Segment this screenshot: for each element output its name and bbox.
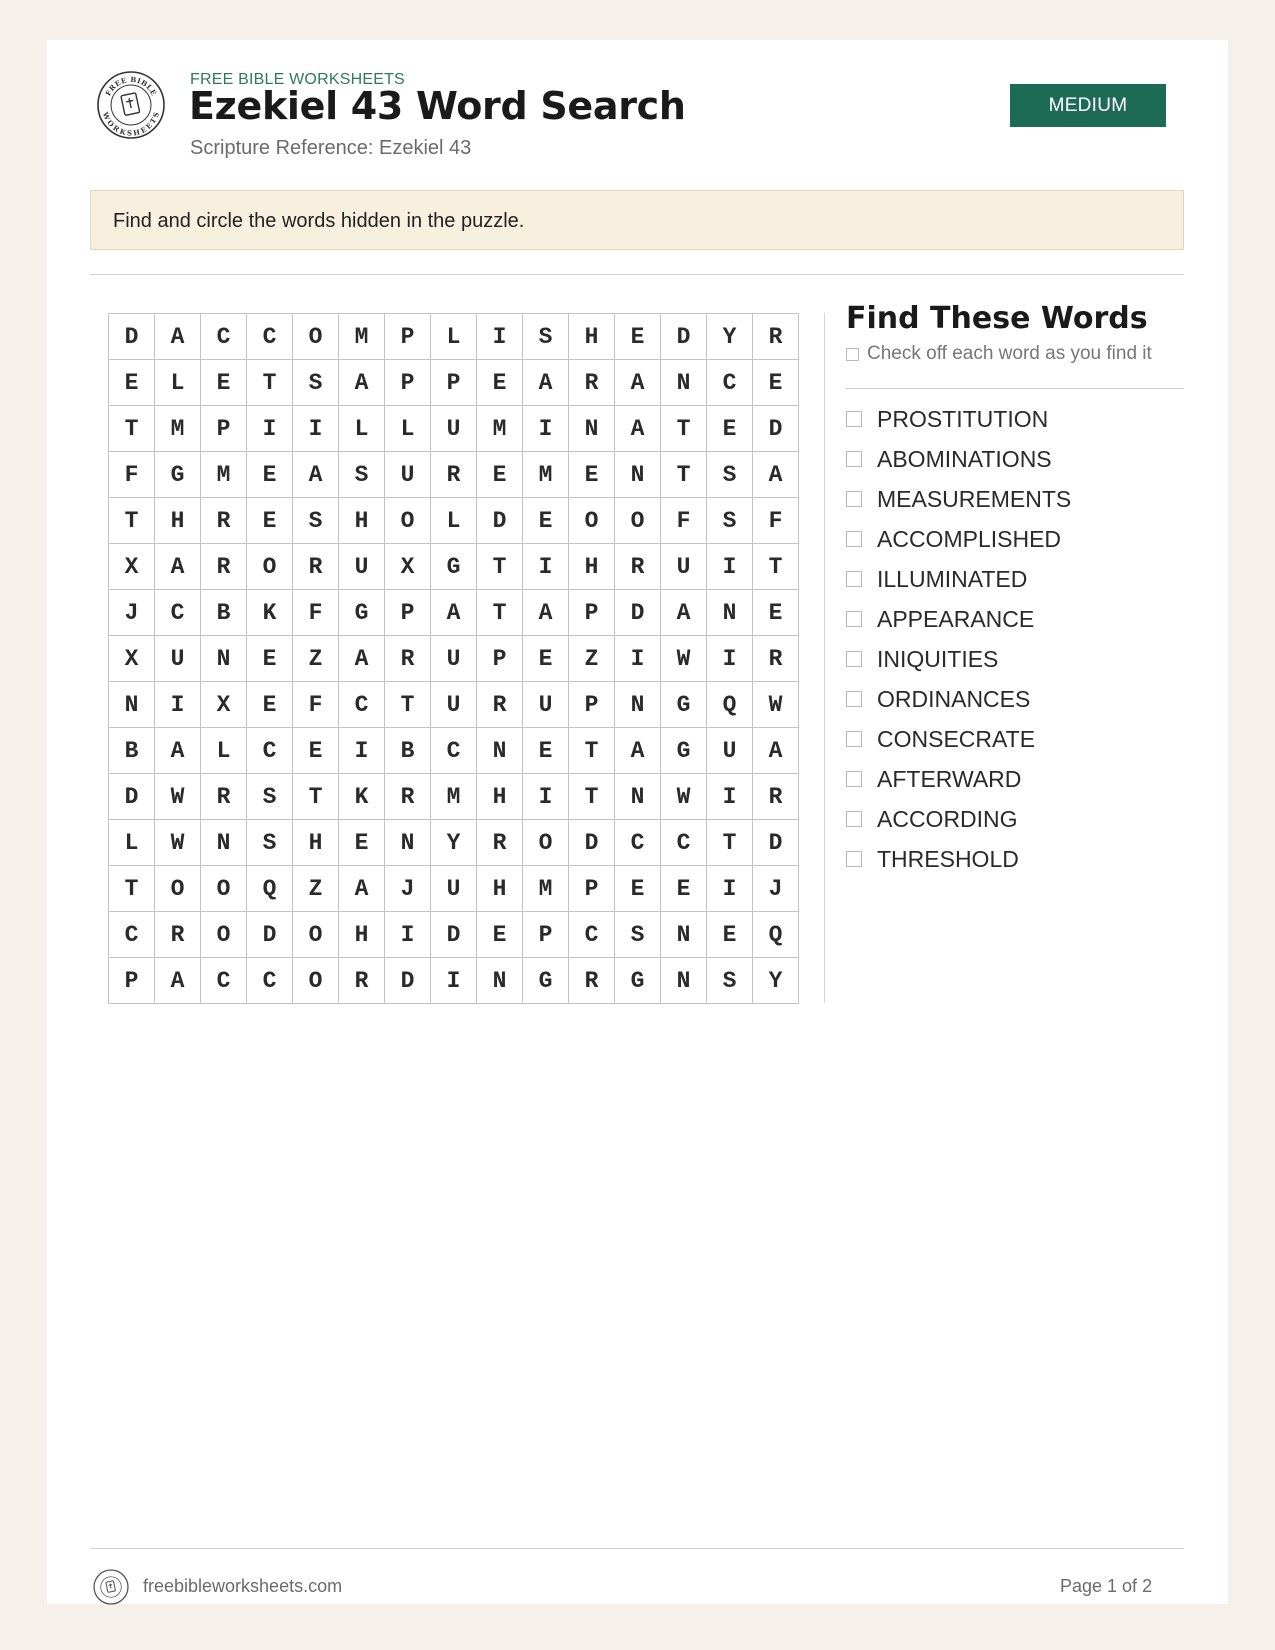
word-label: INIQUITIES — [877, 645, 999, 672]
grid-cell[interactable]: L — [201, 728, 247, 774]
word-list-item[interactable] — [846, 439, 1071, 479]
grid-cell[interactable]: A — [339, 636, 385, 682]
grid-cell[interactable]: T — [707, 820, 753, 866]
grid-cell[interactable]: H — [569, 314, 615, 360]
grid-cell[interactable]: X — [385, 544, 431, 590]
grid-cell[interactable]: F — [293, 590, 339, 636]
grid-cell[interactable]: R — [569, 958, 615, 1004]
grid-cell[interactable]: Z — [293, 866, 339, 912]
grid-cell[interactable]: R — [201, 774, 247, 820]
grid-cell[interactable]: E — [523, 498, 569, 544]
grid-cell[interactable]: P — [431, 360, 477, 406]
grid-cell[interactable]: S — [339, 452, 385, 498]
grid-cell[interactable]: R — [155, 912, 201, 958]
grid-cell[interactable]: C — [707, 360, 753, 406]
grid-cell[interactable]: A — [293, 452, 339, 498]
grid-cell[interactable]: A — [339, 866, 385, 912]
grid-cell[interactable]: D — [753, 820, 799, 866]
grid-cell[interactable]: F — [109, 452, 155, 498]
grid-cell[interactable]: N — [615, 452, 661, 498]
word-list-item[interactable] — [846, 839, 1071, 879]
grid-cell[interactable]: I — [155, 682, 201, 728]
grid-cell[interactable]: Y — [707, 314, 753, 360]
grid-cell[interactable]: E — [707, 912, 753, 958]
grid-cell[interactable]: H — [293, 820, 339, 866]
divider — [90, 274, 1184, 275]
grid-cell[interactable]: C — [247, 728, 293, 774]
grid-cell[interactable]: N — [385, 820, 431, 866]
grid-cell[interactable]: U — [431, 406, 477, 452]
grid-cell[interactable]: T — [569, 774, 615, 820]
grid-cell[interactable]: P — [109, 958, 155, 1004]
grid-cell[interactable]: D — [661, 314, 707, 360]
grid-cell[interactable]: D — [615, 590, 661, 636]
word-label: ACCORDING — [877, 805, 1018, 832]
grid-cell[interactable]: I — [523, 406, 569, 452]
grid-cell[interactable]: S — [707, 452, 753, 498]
grid-cell[interactable]: D — [753, 406, 799, 452]
grid-cell[interactable]: A — [615, 360, 661, 406]
grid-cell[interactable]: R — [431, 452, 477, 498]
grid-cell[interactable]: F — [753, 498, 799, 544]
grid-cell[interactable]: C — [339, 682, 385, 728]
grid-cell[interactable]: N — [707, 590, 753, 636]
grid-cell[interactable]: C — [569, 912, 615, 958]
grid-cell[interactable]: C — [661, 820, 707, 866]
scripture-reference: Scripture Reference: Ezekiel 43 — [190, 137, 472, 159]
grid-cell[interactable]: G — [431, 544, 477, 590]
word-checkbox[interactable] — [846, 531, 862, 547]
grid-row — [109, 866, 799, 912]
grid-cell[interactable]: I — [707, 636, 753, 682]
grid-cell[interactable]: L — [109, 820, 155, 866]
grid-cell[interactable]: Y — [753, 958, 799, 1004]
grid-cell[interactable]: E — [753, 590, 799, 636]
grid-cell[interactable]: R — [477, 820, 523, 866]
grid-cell[interactable]: M — [339, 314, 385, 360]
instructions-box: Find and circle the words hidden in the puzzle. — [90, 190, 1184, 250]
grid-cell[interactable]: M — [477, 406, 523, 452]
word-checkbox[interactable] — [846, 451, 862, 467]
grid-row — [109, 774, 799, 820]
grid-cell[interactable]: N — [615, 774, 661, 820]
grid-cell[interactable]: O — [569, 498, 615, 544]
word-label: ORDINANCES — [877, 685, 1031, 712]
grid-cell[interactable]: A — [661, 590, 707, 636]
word-checkbox[interactable] — [846, 811, 862, 827]
grid-cell[interactable]: P — [477, 636, 523, 682]
grid-cell[interactable]: W — [155, 774, 201, 820]
grid-cell[interactable]: E — [477, 912, 523, 958]
grid-cell[interactable]: M — [431, 774, 477, 820]
grid-cell[interactable]: A — [615, 728, 661, 774]
grid-cell[interactable]: L — [431, 314, 477, 360]
grid-cell[interactable]: T — [385, 682, 431, 728]
grid-cell[interactable]: U — [431, 866, 477, 912]
brand-label: FREE BIBLE WORKSHEETS — [190, 71, 405, 88]
grid-cell[interactable]: O — [615, 498, 661, 544]
grid-cell[interactable]: T — [109, 866, 155, 912]
grid-row — [109, 314, 799, 360]
grid-cell[interactable]: I — [615, 636, 661, 682]
grid-cell[interactable]: O — [201, 912, 247, 958]
grid-cell[interactable]: E — [523, 728, 569, 774]
grid-cell[interactable]: U — [431, 682, 477, 728]
grid-cell[interactable]: E — [753, 360, 799, 406]
grid-row — [109, 590, 799, 636]
grid-cell[interactable]: C — [201, 958, 247, 1004]
grid-cell[interactable]: E — [615, 314, 661, 360]
grid-row — [109, 820, 799, 866]
grid-cell[interactable]: N — [615, 682, 661, 728]
grid-cell[interactable]: U — [385, 452, 431, 498]
grid-cell[interactable]: A — [339, 360, 385, 406]
word-list-item[interactable] — [846, 639, 1071, 679]
grid-cell[interactable]: J — [109, 590, 155, 636]
grid-row — [109, 360, 799, 406]
grid-cell[interactable]: E — [247, 498, 293, 544]
word-list-divider — [846, 388, 1184, 389]
word-checkbox[interactable] — [846, 571, 862, 587]
grid-cell[interactable]: Q — [753, 912, 799, 958]
grid-cell[interactable]: B — [385, 728, 431, 774]
grid-cell[interactable]: A — [155, 958, 201, 1004]
grid-cell[interactable]: N — [201, 820, 247, 866]
grid-cell[interactable]: H — [477, 866, 523, 912]
grid-cell[interactable]: D — [247, 912, 293, 958]
grid-cell[interactable]: Q — [247, 866, 293, 912]
grid-cell[interactable]: E — [477, 360, 523, 406]
grid-cell[interactable]: C — [431, 728, 477, 774]
grid-cell[interactable]: S — [293, 360, 339, 406]
word-list-item[interactable] — [846, 719, 1071, 759]
grid-cell[interactable]: T — [477, 544, 523, 590]
grid-cell[interactable]: D — [385, 958, 431, 1004]
grid-cell[interactable]: S — [707, 958, 753, 1004]
grid-cell[interactable]: I — [707, 774, 753, 820]
footer-logo-icon — [93, 1569, 129, 1605]
grid-cell[interactable]: A — [431, 590, 477, 636]
grid-cell[interactable]: R — [477, 682, 523, 728]
grid-cell[interactable]: E — [201, 360, 247, 406]
grid-cell[interactable]: T — [247, 360, 293, 406]
grid-row — [109, 728, 799, 774]
grid-cell[interactable]: R — [339, 958, 385, 1004]
grid-cell[interactable]: T — [569, 728, 615, 774]
grid-cell[interactable]: N — [477, 728, 523, 774]
grid-cell[interactable]: H — [569, 544, 615, 590]
word-list-item[interactable] — [846, 559, 1071, 599]
grid-cell[interactable]: D — [109, 774, 155, 820]
grid-cell[interactable]: R — [385, 636, 431, 682]
grid-cell[interactable]: M — [201, 452, 247, 498]
grid-cell[interactable]: T — [661, 452, 707, 498]
grid-cell[interactable]: P — [385, 360, 431, 406]
grid-cell[interactable]: G — [661, 728, 707, 774]
grid-cell[interactable]: G — [661, 682, 707, 728]
grid-cell[interactable]: H — [339, 498, 385, 544]
grid-cell[interactable]: N — [477, 958, 523, 1004]
word-label: APPEARANCE — [877, 605, 1035, 632]
grid-cell[interactable]: Q — [707, 682, 753, 728]
grid-cell[interactable]: D — [569, 820, 615, 866]
grid-cell[interactable]: E — [661, 866, 707, 912]
grid-cell[interactable]: E — [109, 360, 155, 406]
grid-cell[interactable]: K — [339, 774, 385, 820]
word-checkbox[interactable] — [846, 611, 862, 627]
grid-cell[interactable]: E — [707, 406, 753, 452]
grid-cell[interactable]: O — [523, 820, 569, 866]
grid-cell[interactable]: I — [707, 866, 753, 912]
grid-cell[interactable]: J — [385, 866, 431, 912]
grid-cell[interactable]: E — [247, 682, 293, 728]
grid-row — [109, 452, 799, 498]
grid-cell[interactable]: C — [615, 820, 661, 866]
grid-row — [109, 912, 799, 958]
grid-cell[interactable]: I — [339, 728, 385, 774]
grid-cell[interactable]: R — [385, 774, 431, 820]
grid-cell[interactable]: U — [155, 636, 201, 682]
grid-cell[interactable]: B — [201, 590, 247, 636]
grid-cell[interactable]: L — [385, 406, 431, 452]
grid-cell[interactable]: N — [661, 912, 707, 958]
grid-cell[interactable]: E — [615, 866, 661, 912]
word-search-grid[interactable] — [108, 313, 799, 1004]
footer-website: freebibleworksheets.com — [143, 1576, 343, 1596]
grid-cell[interactable]: P — [201, 406, 247, 452]
grid-cell[interactable]: K — [247, 590, 293, 636]
grid-cell[interactable]: I — [385, 912, 431, 958]
word-list-item[interactable] — [846, 759, 1071, 799]
vertical-divider — [824, 313, 825, 1003]
grid-cell[interactable]: Z — [569, 636, 615, 682]
grid-row — [109, 544, 799, 590]
grid-cell[interactable]: N — [661, 958, 707, 1004]
grid-cell[interactable]: X — [201, 682, 247, 728]
grid-cell[interactable]: G — [523, 958, 569, 1004]
word-checkbox[interactable] — [846, 731, 862, 747]
footer-divider — [90, 1548, 1184, 1549]
word-list-hint — [846, 343, 1152, 365]
grid-cell[interactable]: T — [753, 544, 799, 590]
grid-cell[interactable]: U — [431, 636, 477, 682]
page-number: Page 1 of 2 — [1060, 1576, 1153, 1596]
logo-text-top: FREE BIBLE — [103, 74, 159, 98]
grid-cell[interactable]: W — [661, 774, 707, 820]
grid-cell[interactable]: O — [385, 498, 431, 544]
grid-cell[interactable]: S — [247, 774, 293, 820]
word-checkbox[interactable] — [846, 851, 862, 867]
grid-cell[interactable]: G — [339, 590, 385, 636]
grid-cell[interactable]: B — [109, 728, 155, 774]
word-list — [846, 399, 1071, 879]
grid-cell[interactable]: M — [523, 866, 569, 912]
word-label: CONSECRATE — [877, 725, 1036, 752]
grid-cell[interactable]: R — [753, 774, 799, 820]
grid-cell[interactable]: C — [247, 958, 293, 1004]
grid-cell[interactable]: T — [477, 590, 523, 636]
grid-cell[interactable]: R — [753, 314, 799, 360]
grid-cell[interactable]: R — [201, 544, 247, 590]
grid-cell[interactable]: I — [523, 774, 569, 820]
grid-cell[interactable]: S — [615, 912, 661, 958]
grid-cell[interactable]: Y — [431, 820, 477, 866]
grid-cell[interactable]: F — [293, 682, 339, 728]
grid-cell[interactable]: P — [523, 912, 569, 958]
grid-cell[interactable]: I — [247, 406, 293, 452]
grid-cell[interactable]: R — [569, 360, 615, 406]
grid-cell[interactable]: N — [109, 682, 155, 728]
grid-cell[interactable]: A — [523, 590, 569, 636]
grid-cell[interactable]: G — [615, 958, 661, 1004]
grid-cell[interactable]: S — [293, 498, 339, 544]
grid-cell[interactable]: J — [753, 866, 799, 912]
grid-cell[interactable]: T — [661, 406, 707, 452]
grid-cell[interactable]: N — [661, 360, 707, 406]
grid-cell[interactable]: O — [155, 866, 201, 912]
grid-cell[interactable]: P — [569, 866, 615, 912]
grid-cell[interactable]: T — [109, 406, 155, 452]
grid-cell[interactable]: O — [293, 958, 339, 1004]
grid-cell[interactable]: U — [339, 544, 385, 590]
grid-cell[interactable]: P — [569, 590, 615, 636]
grid-cell[interactable]: U — [707, 728, 753, 774]
page-title: Ezekiel 43 Word Search — [189, 84, 686, 128]
grid-cell[interactable]: O — [293, 912, 339, 958]
logo-text-bottom: WORKSHEETS — [100, 110, 162, 138]
grid-cell[interactable]: X — [109, 544, 155, 590]
grid-cell[interactable]: A — [753, 728, 799, 774]
word-list-item[interactable] — [846, 599, 1071, 639]
grid-cell[interactable]: F — [661, 498, 707, 544]
grid-cell[interactable]: P — [385, 590, 431, 636]
word-label: THRESHOLD — [877, 845, 1019, 872]
word-label: MEASUREMENTS — [877, 485, 1072, 512]
grid-cell[interactable]: D — [431, 912, 477, 958]
grid-cell[interactable]: A — [155, 544, 201, 590]
grid-cell[interactable]: Z — [293, 636, 339, 682]
grid-cell[interactable]: S — [523, 314, 569, 360]
grid-cell[interactable]: G — [155, 452, 201, 498]
difficulty-badge: MEDIUM — [1010, 84, 1166, 127]
grid-row — [109, 406, 799, 452]
grid-cell[interactable]: O — [293, 314, 339, 360]
grid-cell[interactable]: E — [523, 636, 569, 682]
grid-cell[interactable]: H — [477, 774, 523, 820]
grid-cell[interactable]: P — [385, 314, 431, 360]
grid-cell[interactable]: A — [155, 314, 201, 360]
grid-cell[interactable]: E — [293, 728, 339, 774]
grid-cell[interactable]: I — [477, 314, 523, 360]
grid-cell[interactable]: A — [523, 360, 569, 406]
grid-cell[interactable]: E — [569, 452, 615, 498]
grid-cell[interactable]: L — [339, 406, 385, 452]
grid-cell[interactable]: R — [201, 498, 247, 544]
grid-cell[interactable]: A — [155, 728, 201, 774]
grid-cell[interactable]: M — [523, 452, 569, 498]
grid-cell[interactable]: C — [109, 912, 155, 958]
word-label: PROSTITUTION — [877, 405, 1049, 432]
grid-row — [109, 682, 799, 728]
grid-cell[interactable]: S — [247, 820, 293, 866]
logo-icon — [96, 70, 166, 140]
grid-cell[interactable]: A — [615, 406, 661, 452]
grid-cell[interactable]: M — [155, 406, 201, 452]
grid-cell[interactable]: O — [201, 866, 247, 912]
grid-cell[interactable]: D — [109, 314, 155, 360]
grid-cell[interactable]: C — [247, 314, 293, 360]
grid-cell[interactable]: R — [615, 544, 661, 590]
grid-cell[interactable]: I — [707, 544, 753, 590]
grid-cell[interactable]: N — [569, 406, 615, 452]
grid-cell[interactable]: I — [293, 406, 339, 452]
grid-cell[interactable]: E — [339, 820, 385, 866]
grid-cell[interactable]: E — [477, 452, 523, 498]
worksheet-page — [47, 40, 1228, 1604]
grid-cell[interactable]: L — [431, 498, 477, 544]
grid-row — [109, 958, 799, 1004]
grid-cell[interactable]: T — [109, 498, 155, 544]
grid-cell[interactable]: I — [431, 958, 477, 1004]
grid-cell[interactable]: N — [201, 636, 247, 682]
word-label: ACCOMPLISHED — [877, 525, 1062, 552]
grid-cell[interactable]: W — [661, 636, 707, 682]
checkbox-icon — [846, 348, 859, 361]
word-checkbox[interactable] — [846, 411, 862, 427]
grid-cell[interactable]: R — [753, 636, 799, 682]
grid-cell[interactable]: H — [339, 912, 385, 958]
grid-cell[interactable]: W — [155, 820, 201, 866]
word-list-hint-text: Check off each word as you find it — [867, 343, 1152, 364]
grid-cell[interactable]: L — [155, 360, 201, 406]
word-label: ABOMINATIONS — [877, 445, 1052, 472]
word-checkbox[interactable] — [846, 691, 862, 707]
grid-row — [109, 636, 799, 682]
word-list-item[interactable] — [846, 399, 1071, 439]
grid-cell[interactable]: S — [707, 498, 753, 544]
grid-cell[interactable]: D — [477, 498, 523, 544]
word-checkbox[interactable] — [846, 771, 862, 787]
word-list-title: Find These Words — [846, 301, 1148, 336]
grid-cell[interactable]: E — [247, 636, 293, 682]
word-checkbox[interactable] — [846, 491, 862, 507]
word-list-item[interactable] — [846, 679, 1071, 719]
grid-cell[interactable]: C — [201, 314, 247, 360]
word-label: ILLUMINATED — [877, 565, 1028, 592]
word-list-item[interactable] — [846, 519, 1071, 559]
word-list-item[interactable] — [846, 799, 1071, 839]
grid-cell[interactable]: P — [569, 682, 615, 728]
grid-cell[interactable]: C — [155, 590, 201, 636]
word-list-item[interactable] — [846, 479, 1071, 519]
grid-cell[interactable]: H — [155, 498, 201, 544]
grid-cell[interactable]: A — [753, 452, 799, 498]
grid-cell[interactable]: I — [523, 544, 569, 590]
grid-cell[interactable]: E — [247, 452, 293, 498]
grid-cell[interactable]: R — [293, 544, 339, 590]
word-label: AFTERWARD — [877, 765, 1022, 792]
grid-cell[interactable]: U — [661, 544, 707, 590]
grid-cell[interactable]: X — [109, 636, 155, 682]
word-checkbox[interactable] — [846, 651, 862, 667]
grid-cell[interactable]: T — [293, 774, 339, 820]
grid-cell[interactable]: O — [247, 544, 293, 590]
grid-cell[interactable]: U — [523, 682, 569, 728]
grid-cell[interactable]: W — [753, 682, 799, 728]
grid-row — [109, 498, 799, 544]
